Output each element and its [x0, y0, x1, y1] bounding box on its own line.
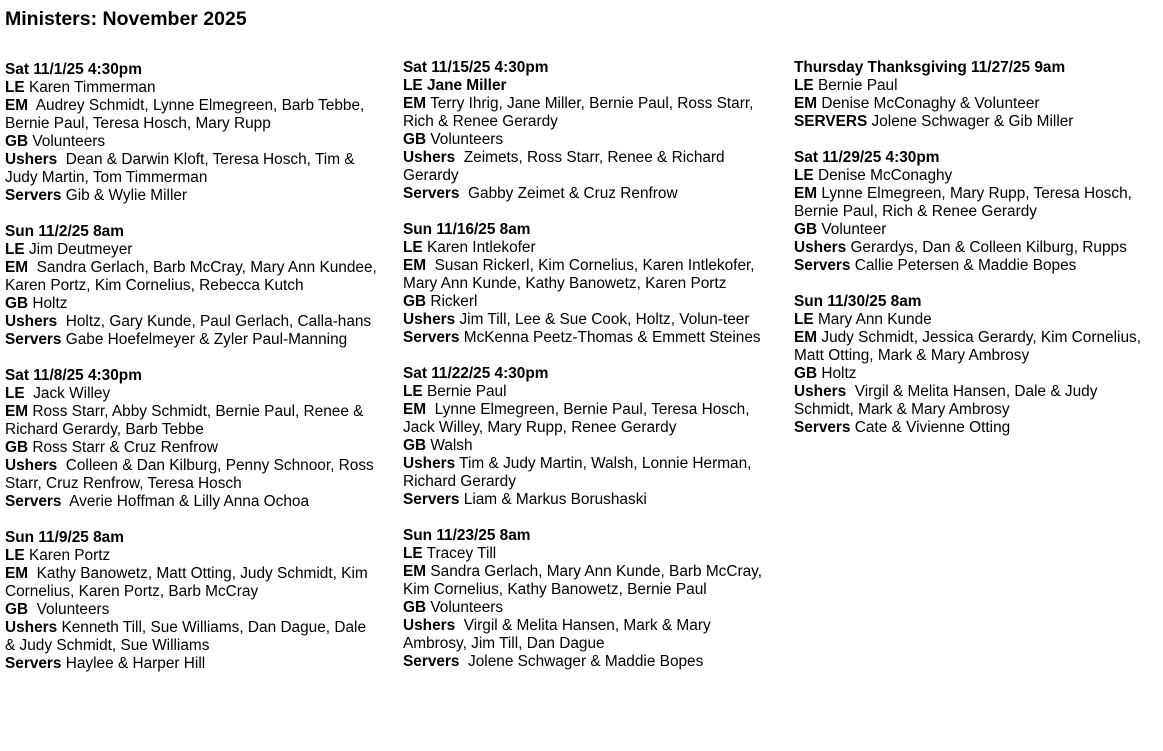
assigned-names: Audrey Schmidt, Lynne Elmegreen, Barb Tebbe, Bernie Paul, Teresa Hosch, Mary Rupp: [5, 97, 369, 132]
role-label: Servers: [794, 257, 851, 274]
role-label: EM: [403, 257, 427, 274]
role-label: GB: [5, 133, 29, 150]
assigned-names: McKenna Peetz-Thomas & Emmett Steines: [459, 329, 761, 346]
role-label: EM: [403, 563, 427, 580]
role-label: Ushers: [5, 457, 58, 474]
role-line: [794, 383, 1156, 419]
role-line: [5, 259, 382, 295]
role-line: [403, 491, 775, 509]
assigned-names: Gabby Zeimet & Cruz Renfrow: [459, 185, 678, 202]
assigned-names: Jane Miller: [422, 77, 507, 94]
role-label: EM: [794, 329, 818, 346]
role-label: LE: [403, 383, 423, 400]
role-line: [403, 293, 775, 311]
assigned-names: Sandra Gerlach, Mary Ann Kunde, Barb McCray, Kim Cornelius, Kathy Banowetz, Bernie Paul: [403, 563, 767, 598]
assigned-names: Judy Schmidt, Jessica Gerardy, Kim Cornelius, Matt Otting, Mark & Mary Ambrosy: [794, 329, 1146, 364]
role-label: EM: [403, 401, 427, 418]
assigned-names: Kathy Banowetz, Matt Otting, Judy Schmidt, Kim Cornelius, Karen Portz, Barb McCray: [5, 565, 372, 600]
role-label: EM: [5, 403, 29, 420]
role-line: [403, 599, 775, 617]
service-block: [794, 149, 1156, 275]
assigned-names: Jim Till, Lee & Sue Cook, Holtz, Volun-teer: [455, 311, 750, 328]
role-label: LE: [403, 239, 423, 256]
role-label: Servers: [5, 655, 62, 672]
role-label: SERVERS: [794, 113, 868, 130]
assigned-names: Volunteers: [28, 133, 106, 150]
role-line: [5, 655, 377, 673]
assigned-names: Karen Intlekofer: [422, 239, 536, 256]
assigned-names: Zeimets, Ross Starr, Renee & Richard Gerardy: [403, 149, 729, 184]
assigned-names: Ross Starr & Cruz Renfrow: [28, 439, 218, 456]
role-label: LE: [5, 79, 25, 96]
role-line: [5, 331, 377, 349]
assigned-names: Lynne Elmegreen, Bernie Paul, Teresa Hosch, Jack Willey, Mary Rupp, Renee Gerardy: [403, 401, 754, 436]
role-label: Ushers: [403, 311, 456, 328]
assigned-names: Denise McConaghy & Volunteer: [817, 95, 1040, 112]
role-label: GB: [794, 221, 818, 238]
role-label: EM: [403, 95, 427, 112]
role-line: [5, 493, 377, 511]
assigned-names: Denise McConaghy: [813, 167, 953, 184]
role-line: [403, 95, 775, 131]
assigned-names: Karen Timmerman: [24, 79, 156, 96]
role-line: [5, 619, 377, 655]
assigned-names: Volunteers: [28, 601, 110, 618]
role-line: [794, 113, 1156, 131]
service-block: [5, 61, 377, 205]
assigned-names: Callie Petersen & Maddie Bopes: [850, 257, 1077, 274]
assigned-names: Susan Rickerl, Kim Cornelius, Karen Intlekofer, Mary Ann Kunde, Kathy Banowetz, Karen Portz: [403, 257, 759, 292]
service-heading: Sat 11/22/25 4:30pm: [403, 365, 549, 382]
role-line: [5, 547, 377, 565]
role-label: GB: [403, 293, 427, 310]
assigned-names: Virgil & Melita Hansen, Mark & Mary Ambrosy, Jim Till, Dan Dague: [403, 617, 715, 652]
role-line: [403, 239, 775, 257]
assigned-names: Tim & Judy Martin, Walsh, Lonnie Herman, Richard Gerardy: [403, 455, 756, 490]
role-label: Servers: [403, 185, 460, 202]
role-label: Servers: [5, 493, 62, 510]
assigned-names: Holtz, Gary Kunde, Paul Gerlach, Calla-hans: [57, 313, 372, 330]
assigned-names: Karen Portz: [24, 547, 111, 564]
role-label: Ushers: [403, 617, 456, 634]
service-heading: Sat 11/15/25 4:30pm: [403, 59, 549, 76]
role-line: [403, 257, 775, 293]
role-line: [794, 311, 1156, 329]
role-line: [794, 365, 1156, 383]
assigned-names: Volunteers: [426, 131, 504, 148]
role-label: GB: [403, 131, 427, 148]
assigned-names: Jolene Schwager & Gib Miller: [867, 113, 1074, 130]
role-label: EM: [5, 259, 29, 276]
role-line: [5, 295, 377, 313]
role-line: [5, 241, 377, 259]
role-line: [794, 239, 1156, 257]
role-line: [403, 149, 775, 185]
role-line: [403, 617, 775, 653]
assigned-names: Averie Hoffman & Lilly Anna Ochoa: [61, 493, 310, 510]
service-block: [403, 59, 775, 203]
role-line: [794, 257, 1156, 275]
assigned-names: Gib & Wylie Miller: [61, 187, 188, 204]
role-label: Ushers: [794, 239, 847, 256]
role-label: Ushers: [794, 383, 847, 400]
role-label: GB: [5, 439, 29, 456]
role-line: [403, 131, 775, 149]
service-block: [5, 367, 377, 511]
schedule-column-1: [5, 61, 382, 691]
role-line: [403, 545, 775, 563]
role-label: Servers: [5, 331, 62, 348]
service-block: [403, 221, 775, 347]
service-heading: Sun 11/23/25 8am: [403, 527, 531, 544]
role-line: [403, 185, 775, 203]
role-label: Ushers: [5, 313, 58, 330]
role-line: [5, 601, 377, 619]
assigned-names: Bernie Paul: [813, 77, 898, 94]
assigned-names: Jolene Schwager & Maddie Bopes: [459, 653, 704, 670]
role-line: [403, 311, 775, 329]
role-label: GB: [403, 599, 427, 616]
role-line: [794, 221, 1156, 239]
role-label: LE: [5, 547, 25, 564]
role-line: [403, 401, 775, 437]
role-label: LE: [5, 385, 25, 402]
role-line: [403, 383, 775, 401]
role-line: [5, 79, 377, 97]
service-heading: Sat 11/8/25 4:30pm: [5, 367, 142, 384]
role-label: GB: [5, 295, 29, 312]
role-label: Ushers: [5, 151, 58, 168]
assigned-names: Lynne Elmegreen, Mary Rupp, Teresa Hosch, Bernie Paul, Rich & Renee Gerardy: [794, 185, 1137, 220]
role-line: [403, 653, 775, 671]
role-label: GB: [5, 601, 29, 618]
role-label: Servers: [403, 491, 460, 508]
role-label: Ushers: [5, 619, 58, 636]
assigned-names: Volunteers: [426, 599, 504, 616]
assigned-names: Gabe Hoefelmeyer & Zyler Paul-Manning: [61, 331, 348, 348]
role-line: [794, 185, 1156, 221]
assigned-names: Volunteer: [817, 221, 887, 238]
role-line: [5, 403, 377, 439]
service-heading: Sun 11/30/25 8am: [794, 293, 922, 310]
role-label: EM: [794, 185, 818, 202]
service-block: [403, 527, 775, 671]
role-line: [403, 563, 775, 599]
schedule-column-2: [403, 59, 775, 689]
role-label: Servers: [794, 419, 851, 436]
service-heading: Sun 11/9/25 8am: [5, 529, 124, 546]
assigned-names: Sandra Gerlach, Barb McCray, Mary Ann Kundee, Karen Portz, Kim Cornelius, Rebecca Kutch: [5, 259, 382, 294]
service-heading: Sat 11/1/25 4:30pm: [5, 61, 142, 78]
role-label: GB: [403, 437, 427, 454]
role-line: [5, 187, 377, 205]
service-block: [403, 365, 775, 509]
role-label: Ushers: [403, 149, 456, 166]
role-line: [5, 97, 377, 133]
assigned-names: Jack Willey: [24, 385, 111, 402]
role-label: Ushers: [403, 455, 456, 472]
service-heading: Thursday Thanksgiving 11/27/25 9am: [794, 59, 1066, 76]
service-heading: Sun 11/16/25 8am: [403, 221, 531, 238]
role-label: LE: [403, 545, 423, 562]
assigned-names: Terry Ihrig, Jane Miller, Bernie Paul, Ross Starr, Rich & Renee Gerardy: [403, 95, 758, 130]
assigned-names: Tracey Till: [422, 545, 497, 562]
assigned-names: Virgil & Melita Hansen, Dale & Judy Schmidt, Mark & Mary Ambrosy: [794, 383, 1102, 418]
assigned-names: Bernie Paul: [422, 383, 507, 400]
role-label: Servers: [403, 653, 460, 670]
role-label: EM: [794, 95, 818, 112]
assigned-names: Holtz: [28, 295, 68, 312]
role-line: [403, 455, 775, 491]
role-line: [5, 151, 377, 187]
role-line: [794, 95, 1156, 113]
role-label: GB: [794, 365, 818, 382]
service-block: [794, 293, 1156, 437]
assigned-names: Cate & Vivienne Otting: [850, 419, 1011, 436]
role-line: [403, 77, 775, 95]
assigned-names: Ross Starr, Abby Schmidt, Bernie Paul, Renee & Richard Gerardy, Barb Tebbe: [5, 403, 368, 438]
assigned-names: Mary Ann Kunde: [813, 311, 932, 328]
assigned-names: Colleen & Dan Kilburg, Penny Schnoor, Ross Starr, Cruz Renfrow, Teresa Hosch: [5, 457, 379, 492]
role-label: Servers: [403, 329, 460, 346]
role-line: [5, 133, 377, 151]
assigned-names: Rickerl: [426, 293, 478, 310]
assigned-names: Dean & Darwin Kloft, Teresa Hosch, Tim & Judy Martin, Tom Timmerman: [5, 151, 359, 186]
service-block: [5, 529, 377, 673]
role-line: [5, 385, 377, 403]
role-label: Servers: [5, 187, 62, 204]
role-label: LE: [5, 241, 25, 258]
role-line: [403, 329, 775, 347]
assigned-names: Walsh: [426, 437, 473, 454]
role-line: [794, 419, 1156, 437]
role-line: [794, 77, 1156, 95]
assigned-names: Gerardys, Dan & Colleen Kilburg, Rupps: [846, 239, 1127, 256]
role-line: [794, 167, 1156, 185]
role-line: [403, 437, 775, 455]
assigned-names: Haylee & Harper Hill: [61, 655, 206, 672]
assigned-names: Kenneth Till, Sue Williams, Dan Dague, Dale & Judy Schmidt, Sue Williams: [5, 619, 371, 654]
role-label: EM: [5, 565, 29, 582]
role-line: [794, 329, 1156, 365]
service-block: [5, 223, 382, 349]
page-title: Ministers: November 2025: [5, 8, 247, 30]
schedule-column-3: [794, 59, 1156, 455]
role-label: LE: [403, 77, 423, 94]
role-line: [5, 439, 377, 457]
service-block: [794, 59, 1156, 131]
role-line: [5, 457, 377, 493]
assigned-names: Liam & Markus Borushaski: [459, 491, 647, 508]
role-line: [5, 313, 377, 331]
role-label: EM: [5, 97, 29, 114]
role-label: LE: [794, 167, 814, 184]
role-label: LE: [794, 311, 814, 328]
service-heading: Sat 11/29/25 4:30pm: [794, 149, 940, 166]
role-line: [5, 565, 377, 601]
assigned-names: Holtz: [817, 365, 857, 382]
service-heading: Sun 11/2/25 8am: [5, 223, 124, 240]
role-label: LE: [794, 77, 814, 94]
assigned-names: Jim Deutmeyer: [24, 241, 133, 258]
